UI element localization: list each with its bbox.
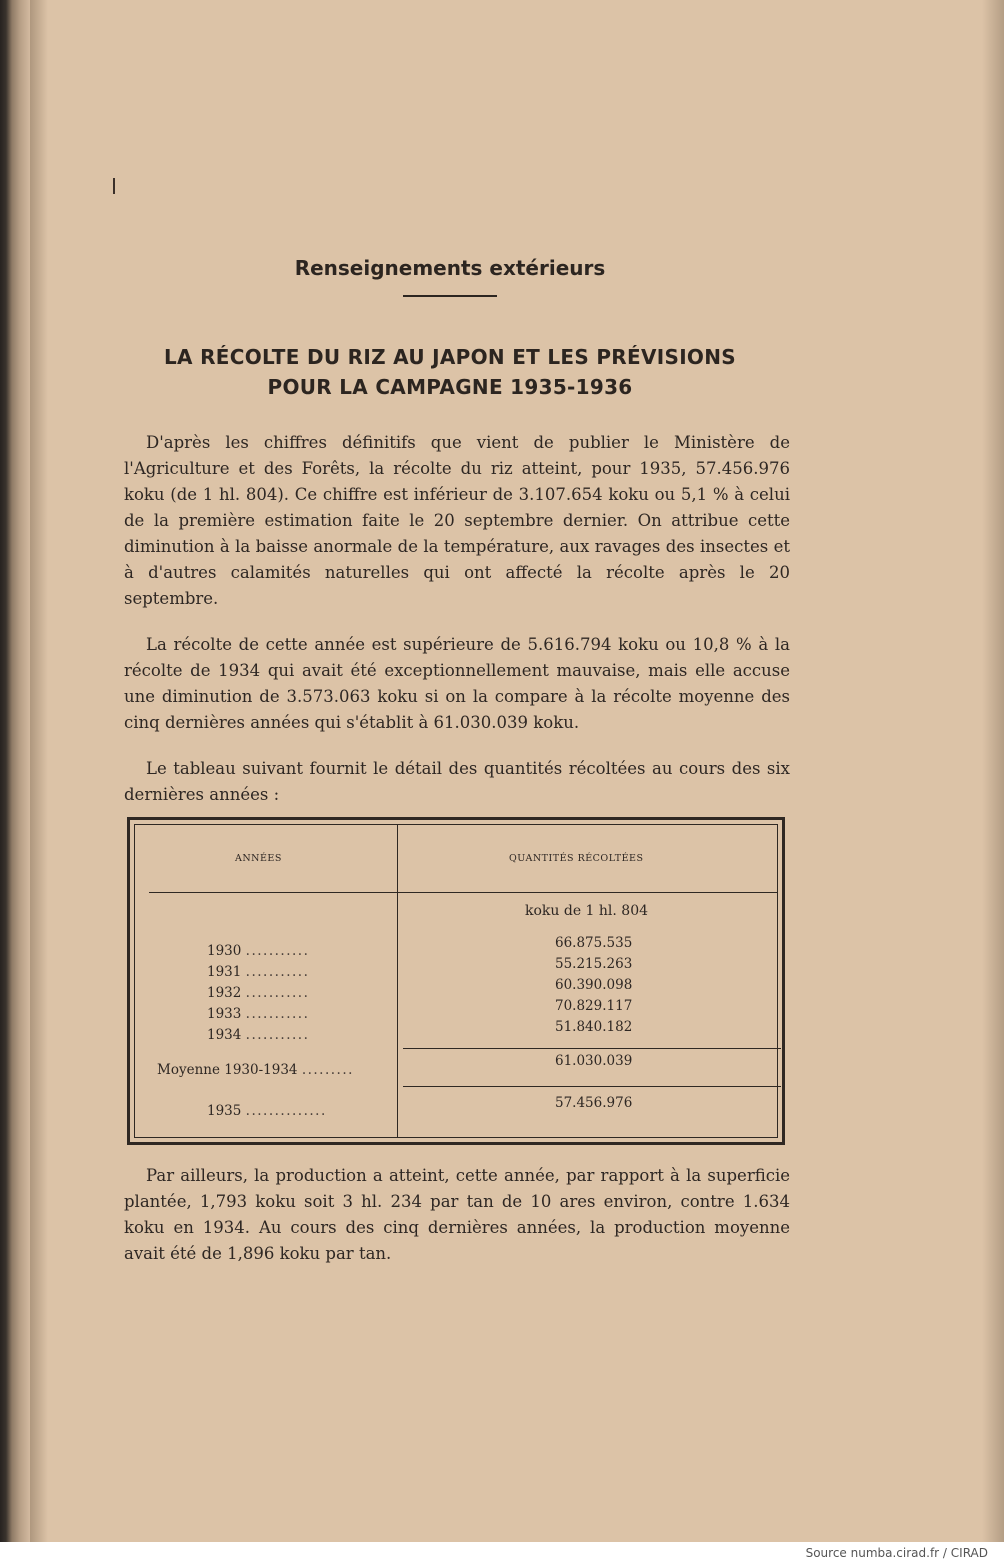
year-label: 1934 [207,1027,242,1043]
section-heading: Renseignements extérieurs [294,256,606,280]
unit-label: koku de 1 hl. 804 [525,903,649,919]
header-years: ANNÉES [235,853,282,864]
table-row-value: 55.215.263 [555,956,633,972]
table-inner-frame [134,824,778,1138]
table-row-year: 1931 ........... [207,964,310,980]
table-row-year: 1932 ........... [207,985,310,1001]
page-edge-shadow [982,0,1004,1542]
binding-shadow [30,0,48,1542]
average-row-label: Moyenne 1930-1934 ......... [157,1062,354,1078]
average-rule [403,1048,781,1049]
final-year-label: 1935 [207,1103,242,1119]
heading-rule [403,295,497,297]
average-label: Moyenne 1930-1934 [157,1062,298,1078]
header-rule [149,892,777,893]
table-row-value: 70.829.117 [555,998,633,1014]
table-row-value: 66.875.535 [555,935,633,951]
paragraph-3: Le tableau suivant fournit le détail des quantités récoltées au cours des six dernières années : [124,759,790,804]
average-value: 61.030.039 [555,1053,633,1069]
table-row-value: 51.840.182 [555,1019,633,1035]
table-row-year: 1934 ........... [207,1027,310,1043]
title-line-2: POUR LA CAMPAGNE 1935-1936 [267,375,633,399]
table-row-value: 60.390.098 [555,977,633,993]
header-quantities: QUANTITÉS RÉCOLTÉES [509,853,644,864]
paragraph-2: La récolte de cette année est supérieure de 5.616.794 koku ou 10,8 % à la récolte de 1934 qui avait été exceptionnellement mauvaise, mais elle accuse une diminution de 3.573.063 koku si on la compare à la récolte moyenne des cinq dernières années qui s'établit à 61.030.039 koku. [124,635,790,732]
source-credit: Source numba.cirad.fr / CIRAD [805,1546,988,1560]
final-rule [403,1086,781,1087]
year-label: 1931 [207,964,242,980]
column-divider [397,825,398,1137]
year-label: 1932 [207,985,242,1001]
year-label: 1933 [207,1006,242,1022]
table-row-year: 1930 ........... [207,943,310,959]
final-row-year: 1935 .............. [207,1103,327,1119]
table-row-year: 1933 ........... [207,1006,310,1022]
margin-mark [113,178,115,194]
title-line-1: LA RÉCOLTE DU RIZ AU JAPON ET LES PRÉVISIONS [164,345,736,369]
article-title [140,342,760,402]
paragraph-1: D'après les chiffres définitifs que vient de publier le Ministère de l'Agriculture et des Forêts, la récolte du riz atteint, pour 1935, 57.456.976 koku (de 1 hl. 804). Ce chiffre est inférieur de 3.107.654 koku ou 5,1 % à celui de la première estimation faite le 20 septembre dernier. On attribue cette diminution à la baisse anormale de la température, aux ravages des insectes et à d'autres calamités naturelles qui ont affecté la récolte après le 20 septembre. [124,433,790,608]
paragraph-4: Par ailleurs, la production a atteint, cette année, par rapport à la superficie plantée, 1,793 koku soit 3 hl. 234 par tan de 10 ares environ, contre 1.634 koku en 1934. Au cours des cinq dernières années, la production moyenne avait été de 1,896 koku par tan. [124,1166,790,1263]
final-value: 57.456.976 [555,1095,633,1111]
book-binding [0,0,30,1542]
year-label: 1930 [207,943,242,959]
harvest-table [127,817,785,1145]
